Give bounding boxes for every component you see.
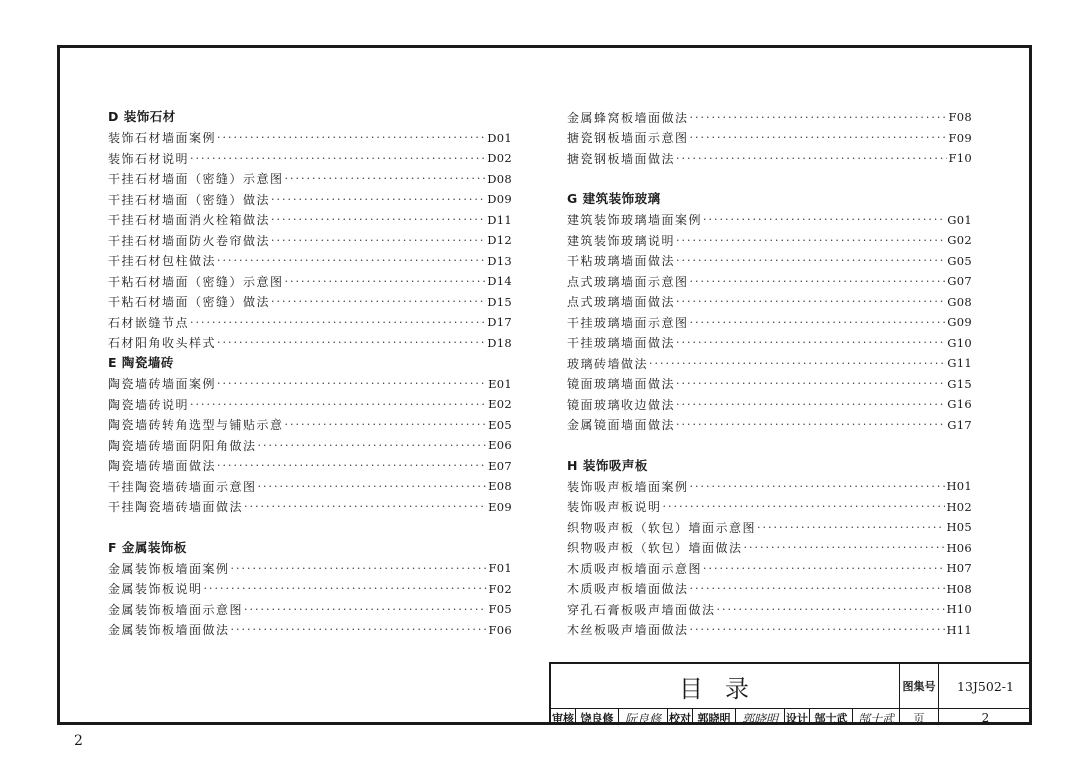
toc-entry-code: E09 bbox=[488, 499, 512, 514]
toc-entry bbox=[567, 579, 972, 600]
dot-leader bbox=[676, 152, 947, 165]
toc-entry-title: 搪瓷钢板墙面示意图 bbox=[567, 131, 689, 146]
toc-entry bbox=[108, 333, 512, 354]
toc-entry bbox=[108, 189, 512, 210]
toc-entry-code: D18 bbox=[487, 335, 512, 350]
toc-entry-code: D13 bbox=[487, 253, 512, 268]
section-heading: E 陶瓷墙砖 bbox=[108, 355, 174, 370]
dot-leader bbox=[676, 418, 946, 431]
dot-leader bbox=[244, 603, 487, 616]
toc-entry-title: 干粘玻璃墙面做法 bbox=[567, 254, 676, 269]
dot-leader bbox=[271, 234, 486, 247]
toc-entry bbox=[567, 374, 972, 395]
toc-entry bbox=[108, 558, 512, 579]
toc-entry bbox=[567, 599, 972, 620]
dot-leader bbox=[285, 418, 488, 431]
toc-entry bbox=[567, 476, 972, 497]
toc-entry bbox=[567, 497, 972, 518]
design-label: 设计 bbox=[786, 712, 808, 725]
designer-signature: 郜士武 bbox=[857, 711, 894, 726]
toc-entry-title: 镜面玻璃收边做法 bbox=[567, 397, 676, 412]
toc-entry-title: 织物吸声板（软包）墙面做法 bbox=[567, 541, 743, 556]
toc-entry bbox=[567, 128, 972, 149]
dot-leader bbox=[717, 603, 946, 616]
toc-entry-title: 木质吸声板墙面示意图 bbox=[567, 561, 703, 576]
toc-entry-title: 石材阳角收头样式 bbox=[108, 336, 217, 351]
toc-entry bbox=[567, 251, 972, 272]
toc-entry-code: F02 bbox=[488, 581, 512, 596]
section-heading: D 装饰石材 bbox=[108, 109, 176, 124]
designer-name: 郜士武 bbox=[814, 712, 848, 725]
toc-entry-title: 木质吸声板墙面做法 bbox=[567, 582, 689, 597]
toc-entry bbox=[108, 169, 512, 190]
toc-entry bbox=[567, 517, 972, 538]
toc-entry-title: 干挂石材墙面防火卷帘做法 bbox=[108, 233, 271, 248]
toc-entry-title: 干粘石材墙面（密缝）示意图 bbox=[108, 274, 284, 289]
dot-leader bbox=[690, 623, 946, 636]
toc-entry bbox=[108, 415, 512, 436]
dot-leader bbox=[258, 439, 488, 452]
toc-entry-code: G07 bbox=[947, 274, 972, 289]
toc-entry bbox=[567, 353, 972, 374]
atlas-number: 13J502-1 bbox=[957, 678, 1014, 694]
toc-entry-title: 金属装饰板墙面案例 bbox=[108, 561, 230, 576]
dot-leader bbox=[676, 234, 946, 247]
toc-entry-code: G02 bbox=[947, 233, 972, 248]
toc-entry-title: 织物吸声板（软包）墙面示意图 bbox=[567, 520, 757, 535]
toc-entry bbox=[108, 599, 512, 620]
toc-entry-code: H11 bbox=[946, 622, 972, 637]
toc-entry bbox=[567, 620, 972, 641]
toc-entry-code: H07 bbox=[946, 561, 972, 576]
section-heading: H 装饰吸声板 bbox=[567, 457, 648, 473]
toc-entry-title: 穿孔石膏板吸声墙面做法 bbox=[567, 602, 716, 617]
dot-leader bbox=[690, 582, 946, 595]
dot-leader bbox=[676, 377, 946, 390]
toc-entry-title: 金属装饰板墙面做法 bbox=[108, 623, 230, 638]
toc-entry bbox=[567, 107, 972, 128]
toc-entry bbox=[567, 148, 972, 169]
dot-leader bbox=[190, 398, 487, 411]
dot-leader bbox=[271, 193, 486, 206]
toc-entry-code: D12 bbox=[487, 233, 512, 248]
toc-entry bbox=[108, 374, 512, 395]
dot-leader bbox=[217, 459, 487, 472]
dot-leader bbox=[217, 131, 486, 144]
dot-leader bbox=[676, 254, 946, 267]
toc-entry-title: 干挂石材墙面（密缝）示意图 bbox=[108, 172, 284, 187]
checker-signature: 郭晓明 bbox=[741, 711, 778, 726]
toc-entry bbox=[108, 230, 512, 251]
toc-entry-code: E01 bbox=[488, 376, 512, 391]
dot-leader bbox=[649, 357, 946, 370]
dot-leader bbox=[285, 172, 487, 185]
dot-leader bbox=[231, 562, 488, 575]
toc-entry-code: G10 bbox=[947, 335, 972, 350]
toc-entry bbox=[567, 333, 972, 354]
page-number: 2 bbox=[74, 733, 83, 749]
toc-entry-title: 金属镜面墙面做法 bbox=[567, 418, 676, 433]
dot-leader bbox=[690, 480, 946, 493]
toc-entry bbox=[108, 476, 512, 497]
toc-entry-title: 搪瓷钢板墙面做法 bbox=[567, 151, 676, 166]
dot-leader bbox=[690, 131, 948, 144]
review-label: 审核 bbox=[552, 712, 574, 725]
toc-entry-code: D15 bbox=[487, 294, 512, 309]
dot-leader bbox=[690, 111, 948, 124]
toc-entry-code: F06 bbox=[488, 622, 512, 637]
dot-leader bbox=[217, 377, 487, 390]
toc-entry-code: G01 bbox=[947, 212, 972, 227]
toc-entry bbox=[108, 312, 512, 333]
dot-leader bbox=[690, 316, 947, 329]
toc-entry-code: D17 bbox=[487, 315, 512, 330]
toc-entry bbox=[108, 128, 512, 149]
toc-entry-title: 建筑装饰玻璃说明 bbox=[567, 233, 676, 248]
toc-entry-title: 石材嵌缝节点 bbox=[108, 315, 190, 330]
toc-entry-code: E02 bbox=[488, 397, 512, 412]
dot-leader bbox=[703, 213, 946, 226]
dot-leader bbox=[271, 213, 486, 226]
toc-entry-code: G08 bbox=[947, 294, 972, 309]
toc-entry-code: F01 bbox=[488, 561, 512, 576]
toc-right-column bbox=[567, 107, 972, 640]
toc-entry-title: 金属装饰板墙面示意图 bbox=[108, 602, 244, 617]
dot-leader bbox=[676, 398, 946, 411]
toc-entry-title: 干挂陶瓷墙砖墙面做法 bbox=[108, 500, 244, 515]
toc-entry bbox=[108, 497, 512, 518]
toc-entry bbox=[108, 210, 512, 231]
dot-leader bbox=[204, 582, 488, 595]
dot-leader bbox=[703, 562, 945, 575]
toc-entry bbox=[108, 620, 512, 641]
dot-leader bbox=[231, 623, 488, 636]
toc-entry bbox=[108, 271, 512, 292]
toc-entry-title: 陶瓷墙砖墙面案例 bbox=[108, 377, 217, 392]
toc-entry bbox=[108, 435, 512, 456]
toc-entry-code: D14 bbox=[487, 274, 512, 289]
toc-entry-title: 玻璃砖墙做法 bbox=[567, 356, 649, 371]
dot-leader bbox=[744, 541, 946, 554]
toc-entry-title: 陶瓷墙砖墙面做法 bbox=[108, 459, 217, 474]
page-label: 页 bbox=[913, 712, 925, 725]
toc-entry-title: 镜面玻璃墙面做法 bbox=[567, 377, 676, 392]
toc-entry-title: 干挂石材墙面消火栓箱做法 bbox=[108, 213, 271, 228]
toc-entry-title: 陶瓷墙砖说明 bbox=[108, 397, 190, 412]
toc-entry-title: 干挂玻璃墙面做法 bbox=[567, 336, 676, 351]
toc-entry-code: D09 bbox=[487, 192, 512, 207]
dot-leader bbox=[690, 275, 947, 288]
dot-leader bbox=[676, 336, 946, 349]
toc-entry-title: 建筑装饰玻璃墙面案例 bbox=[567, 213, 703, 228]
toc-entry bbox=[108, 579, 512, 600]
toc-entry-code: E07 bbox=[488, 458, 512, 473]
toc-entry-title: 陶瓷墙砖转角选型与铺贴示意 bbox=[108, 418, 284, 433]
toc-entry-title: 干挂石材包柱做法 bbox=[108, 254, 217, 269]
toc-entry-title: 木丝板吸声墙面做法 bbox=[567, 623, 689, 638]
toc-entry-code: F05 bbox=[488, 602, 512, 617]
toc-entry-title: 装饰石材墙面案例 bbox=[108, 131, 217, 146]
toc-entry-code: H01 bbox=[946, 479, 972, 494]
toc-entry bbox=[567, 230, 972, 251]
page-number-cell: 2 bbox=[981, 711, 990, 725]
dot-leader bbox=[663, 500, 946, 513]
dot-leader bbox=[676, 295, 946, 308]
toc-entry-code: G11 bbox=[947, 356, 972, 371]
atlas-number-label: 图集号 bbox=[902, 680, 936, 693]
toc-entry bbox=[567, 415, 972, 436]
dot-leader bbox=[217, 254, 486, 267]
dot-leader bbox=[190, 152, 486, 165]
toc-entry-title: 干粘石材墙面（密缝）做法 bbox=[108, 295, 271, 310]
toc-entry-code: F08 bbox=[948, 110, 972, 125]
toc-entry-title: 干挂石材墙面（密缝）做法 bbox=[108, 192, 271, 207]
toc-entry-title: 金属装饰板说明 bbox=[108, 582, 203, 597]
toc-entry bbox=[108, 292, 512, 313]
toc-entry-title: 装饰吸声板说明 bbox=[567, 500, 662, 515]
toc-entry-code: E05 bbox=[488, 417, 512, 432]
toc-entry-code: G17 bbox=[947, 417, 972, 432]
toc-entry-code: G05 bbox=[947, 253, 972, 268]
toc-entry-title: 干挂陶瓷墙砖墙面示意图 bbox=[108, 479, 257, 494]
toc-entry-code: H06 bbox=[946, 540, 972, 555]
toc-entry-title: 干挂玻璃墙面示意图 bbox=[567, 315, 689, 330]
toc-entry-code: D08 bbox=[487, 171, 512, 186]
toc-entry bbox=[108, 148, 512, 169]
toc-entry-code: G16 bbox=[947, 397, 972, 412]
toc-entry-title: 点式玻璃墙面示意图 bbox=[567, 274, 689, 289]
toc-entry-code: G15 bbox=[947, 376, 972, 391]
toc-entry bbox=[567, 394, 972, 415]
toc-entry bbox=[567, 558, 972, 579]
toc-entry-code: D02 bbox=[487, 151, 512, 166]
dot-leader bbox=[244, 500, 487, 513]
toc-entry-code: G09 bbox=[947, 315, 972, 330]
toc-entry-title: 点式玻璃墙面做法 bbox=[567, 295, 676, 310]
toc-entry-code: H08 bbox=[946, 581, 972, 596]
toc-entry bbox=[567, 538, 972, 559]
toc-entry-code: E06 bbox=[488, 438, 512, 453]
drawing-title: 目录 bbox=[679, 674, 771, 703]
toc-entry-code: H02 bbox=[946, 499, 972, 514]
toc-entry bbox=[108, 394, 512, 415]
toc-entry-code: H10 bbox=[946, 602, 972, 617]
toc-entry-code: H05 bbox=[946, 520, 972, 535]
toc-entry-code: D01 bbox=[487, 130, 512, 145]
toc-entry-code: F10 bbox=[948, 151, 972, 166]
toc-entry bbox=[567, 210, 972, 231]
toc-left-column bbox=[108, 107, 512, 640]
dot-leader bbox=[258, 480, 488, 493]
dot-leader bbox=[285, 275, 487, 288]
dot-leader bbox=[190, 316, 486, 329]
toc-entry-title: 装饰吸声板墙面案例 bbox=[567, 479, 689, 494]
toc-entry-code: F09 bbox=[948, 130, 972, 145]
toc-entry bbox=[108, 456, 512, 477]
toc-entry-code: E08 bbox=[488, 479, 512, 494]
toc-entry-title: 金属蜂窝板墙面做法 bbox=[567, 110, 689, 125]
reviewer-name: 饶良修 bbox=[580, 712, 614, 725]
dot-leader bbox=[757, 521, 945, 534]
check-label: 校对 bbox=[669, 712, 691, 725]
section-heading: G 建筑装饰玻璃 bbox=[567, 191, 661, 206]
toc-entry bbox=[567, 271, 972, 292]
toc-entry-title: 装饰石材说明 bbox=[108, 151, 190, 166]
dot-leader bbox=[271, 295, 486, 308]
toc-entry-title: 陶瓷墙砖墙面阴阳角做法 bbox=[108, 438, 257, 453]
section-heading: F 金属装饰板 bbox=[108, 539, 187, 555]
title-block bbox=[549, 662, 1032, 725]
reviewer-signature: 阮良修 bbox=[624, 711, 661, 726]
toc-entry bbox=[567, 312, 972, 333]
toc-entry bbox=[108, 251, 512, 272]
toc-entry bbox=[567, 292, 972, 313]
dot-leader bbox=[217, 336, 486, 349]
toc-entry-code: D11 bbox=[487, 212, 512, 227]
checker-name: 郭晓明 bbox=[697, 712, 731, 725]
